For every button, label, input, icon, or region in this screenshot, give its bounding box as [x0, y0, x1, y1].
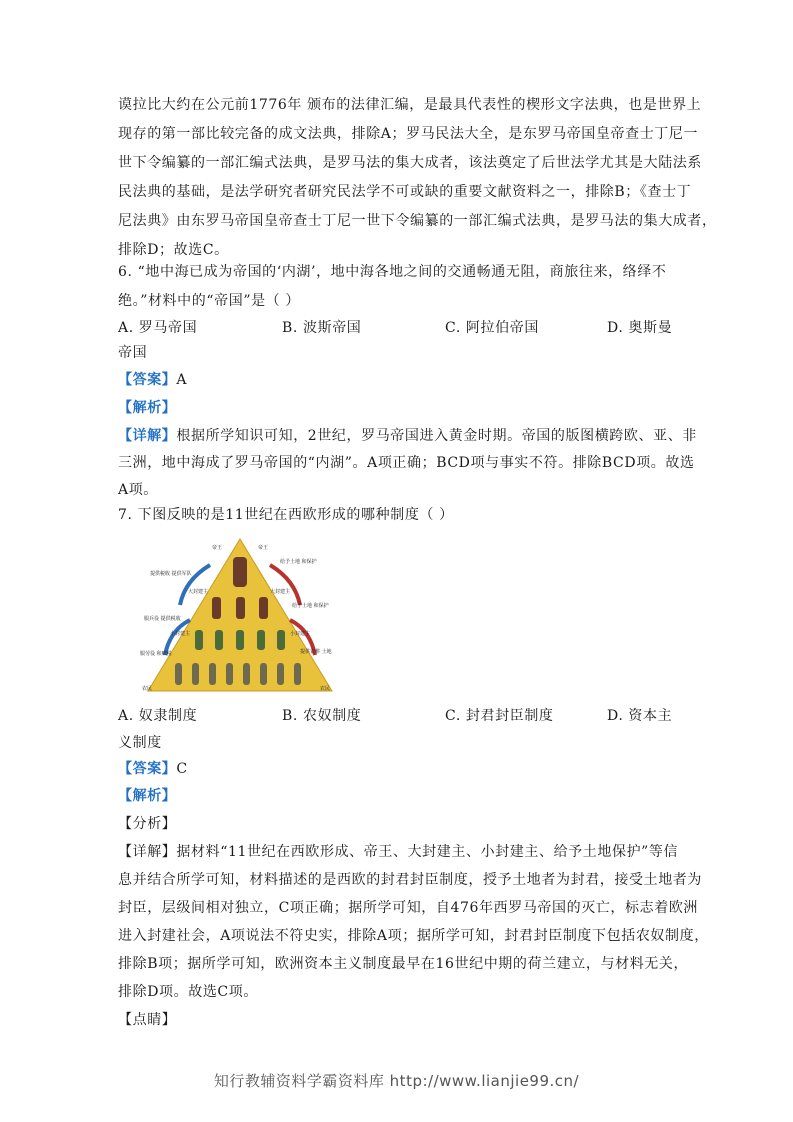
answer-value: C — [176, 761, 188, 777]
label-low-left: 小封建主 — [170, 631, 191, 637]
option-c: C. 阿拉伯帝国 — [445, 320, 539, 336]
peasant-figure — [192, 663, 199, 685]
vassal-figure — [277, 630, 285, 650]
label-left2: 服兵役 提供税收 — [144, 616, 181, 622]
option-c: C. 封君封臣制度 — [445, 708, 554, 724]
text-line: 排除D；故选C。 — [118, 242, 229, 258]
vassal-figure — [236, 630, 244, 650]
peasant-figure — [209, 663, 216, 685]
lord-figure — [236, 597, 245, 619]
detail-line: 【详解】据材料“11世纪在西欧形成、帝王、大封建主、小封建主、给予土地保护”等信 — [118, 844, 679, 860]
detail-line: 封臣，层级间相对独立，C项正确；据所学可知，自476年西罗马帝国的灭亡，标志着欧洲 — [118, 900, 699, 916]
fenxi-tag: 【分析】 — [118, 816, 177, 832]
detail-tag: 【详解】 — [118, 428, 177, 444]
question-6-stem: 绝。”材料中的“帝国”是（ ） — [118, 293, 300, 309]
vassal-figure — [215, 630, 223, 650]
label-king-right: 帝王 — [258, 545, 269, 551]
question-7-stem: 7. 下图反映的是11世纪在西欧形成的哪种制度（ ） — [118, 507, 454, 523]
detail-line: 排除D项。故选C项。 — [118, 984, 258, 1000]
lord-figure — [212, 597, 221, 619]
label-mid-right: 大封建主 — [270, 589, 291, 595]
dianjing-tag: 【点睛】 — [118, 1012, 177, 1028]
option-a: A. 罗马帝国 — [118, 320, 198, 336]
label-left1: 提供税收 提供军队 — [150, 571, 192, 577]
text-line: 现存的第一部比较完备的成文法典，排除A；罗马民法大全，是东罗马帝国皇帝查士丁尼一 — [118, 126, 699, 142]
vassal-figure — [257, 630, 265, 650]
label-right3: 提供农耕 土地 — [300, 649, 332, 655]
peasant-figure — [260, 663, 267, 685]
option-d: D. 奥斯曼 — [607, 320, 673, 336]
label-right1: 给予土地 和保护 — [280, 559, 317, 565]
option-d-wrap: 帝国 — [118, 345, 148, 361]
peasant-figure — [243, 663, 250, 685]
option-d-wrap: 义制度 — [118, 735, 162, 751]
label-left3: 服劳役 和赋税 — [140, 651, 172, 657]
detail-line: 息并结合所学可知，材料描述的是西欧的封君封臣制度，授予土地者为封君，接受土地者为 — [118, 872, 702, 888]
answer-value: A — [176, 372, 188, 388]
label-right2: 给予土地 和保护 — [292, 603, 329, 609]
detail-line: 【详解】根据所学知识可知，2世纪，罗马帝国进入黄金时期。帝国的版图横跨欧、亚、非 — [118, 428, 697, 444]
detail-line: 排除B项；据所学可知，欧洲资本主义制度最早在16世纪中期的荷兰建立，与材料无关， — [118, 956, 689, 972]
label-bottom-left: 农民 — [142, 686, 153, 692]
analysis-tag: 【解析】 — [118, 400, 177, 416]
text-line: 世下令编纂的一部汇编式法典，是罗马法的集大成者，该法奠定了后世法学尤其是大陆法系 — [118, 155, 702, 171]
label-bottom-right: 农民 — [320, 686, 331, 692]
text-line: 民法典的基础，是法学研究者研究民法学不可或缺的重要文献资料之一，排除B；《查士丁 — [118, 184, 692, 200]
label-king-left: 帝王 — [212, 545, 223, 551]
peasant-figure — [226, 663, 233, 685]
answer-tag: 【答案】 — [118, 372, 177, 388]
label-low-right: 小封建主 — [290, 631, 311, 637]
question-6-stem: 6. “地中海已成为帝国的‘内湖’，地中海各地之间的交通畅通无阻，商旅往来，络绎不 — [118, 264, 667, 280]
lord-figure — [259, 597, 268, 619]
feudal-pyramid-figure — [140, 535, 340, 695]
text-line: 尼法典》由东罗马帝国皇帝查士丁尼一世下令编纂的一部汇编式法典，是罗马法的集大成者， — [118, 213, 717, 229]
vassal-figure — [195, 630, 203, 650]
label-mid-left: 大封建主 — [188, 589, 209, 595]
peasant-figure — [277, 663, 284, 685]
option-b: B. 农奴制度 — [282, 708, 362, 724]
king-figure — [233, 557, 247, 587]
detail-line: 三洲，地中海成了罗马帝国的“内湖”。A项正确；BCD项与事实不符。排除BCD项。故选 — [118, 455, 695, 471]
text-line: 谟拉比大约在公元前1776年 颁布的法律汇编，是最具代表性的楔形文字法典，也是世界上 — [118, 97, 702, 113]
analysis-tag: 【解析】 — [118, 788, 177, 804]
option-b: B. 波斯帝国 — [282, 320, 362, 336]
peasant-figure — [175, 663, 182, 685]
answer-line — [118, 370, 187, 390]
option-a: A. 奴隶制度 — [118, 708, 198, 724]
detail-tag: 【详解】 — [118, 844, 177, 860]
option-d: D. 资本主 — [607, 708, 673, 724]
answer-line — [118, 759, 188, 779]
peasant-figure — [294, 663, 301, 685]
detail-line: 进入封建社会，A项说法不符史实，排除A项；据所学可知，封君封臣制度下包括农奴制度， — [118, 928, 709, 944]
footer-watermark: 知行教辅资料学霸资料库 http://www.lianjie99.cn/ — [213, 1072, 580, 1090]
detail-line: A项。 — [118, 482, 158, 498]
answer-tag: 【答案】 — [118, 761, 177, 777]
